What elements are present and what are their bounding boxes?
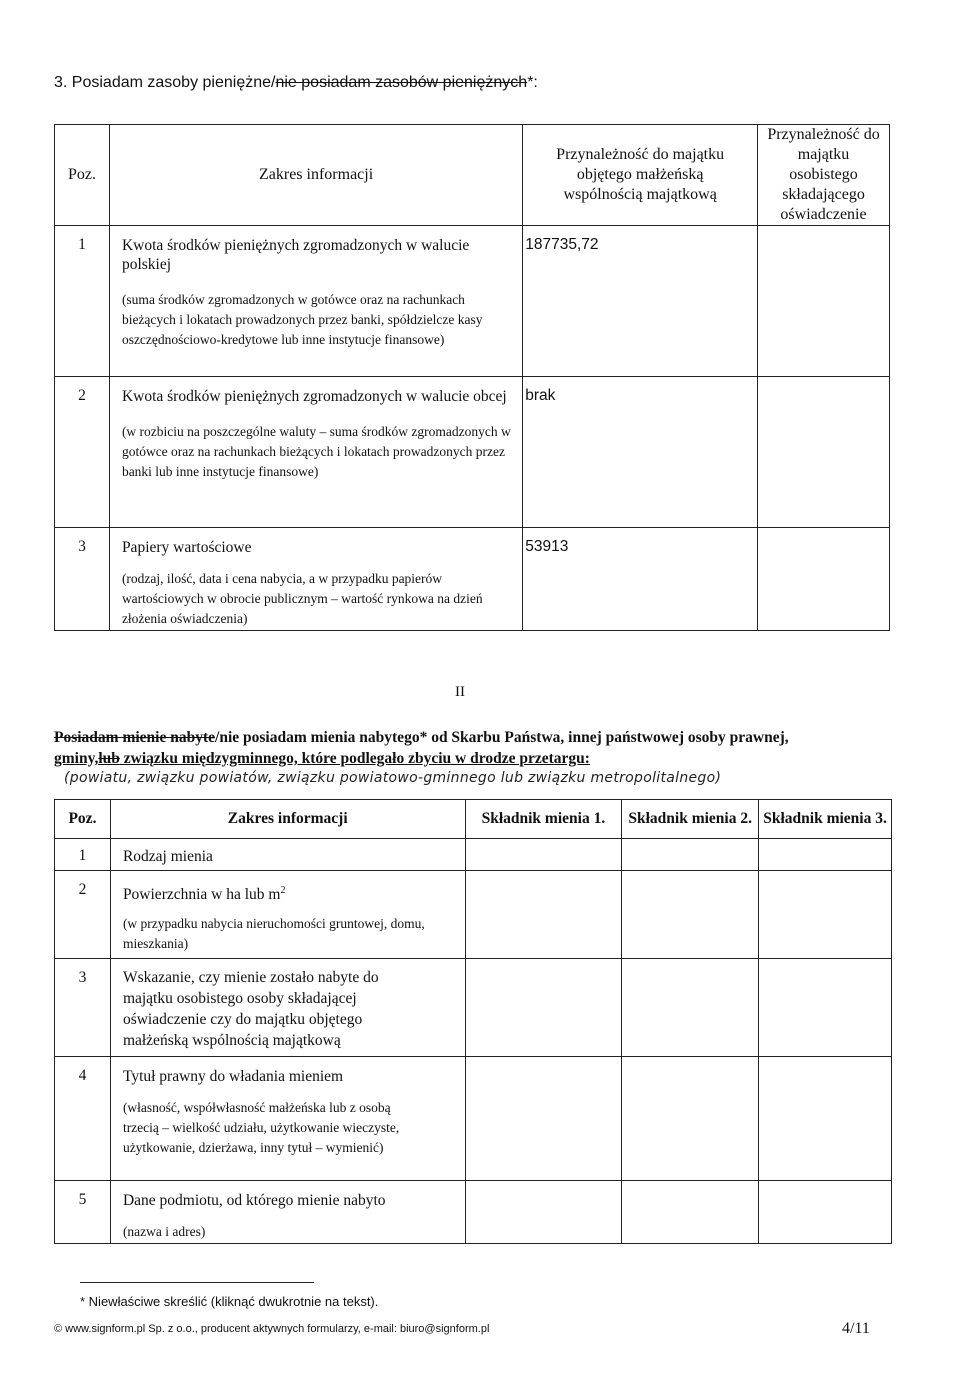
row-number: 5 xyxy=(55,1181,111,1244)
row-title: Wskazanie, czy mienie zostało nabyte do majątku osobistego osoby składającej oświadczenie czy do majątku objętego małżeńską wspólnością majątkową xyxy=(122,969,379,1049)
table-row xyxy=(55,1181,892,1244)
header-zakres: Zakres informacji xyxy=(110,800,465,839)
row-title: Kwota środków pieniężnych zgromadzonych w walucie obcej xyxy=(121,388,507,405)
row-description xyxy=(109,226,522,377)
item-3-cell[interactable] xyxy=(759,959,892,1057)
statement-line-1: /nie posiadam mienia nabytego* od Skarbu Państwa, innej państwowej osoby prawnej, xyxy=(215,729,789,746)
section-ii-heading: II xyxy=(455,684,465,700)
row-description xyxy=(110,839,465,871)
table-row xyxy=(55,959,892,1057)
row-note: (w przypadku nabycia nieruchomości gruntowej, domu, mieszkania) xyxy=(122,916,425,952)
row-number: 1 xyxy=(55,839,111,871)
table-row xyxy=(55,839,892,871)
personal-value-cell[interactable] xyxy=(758,226,890,377)
statement-line-2: gminy,lub związku międzygminnego, które podlegało zbyciu w drodze przetargu: xyxy=(54,750,590,767)
heading-prefix: 3. Posiadam zasoby pieniężne/ xyxy=(54,74,276,91)
item-2-cell[interactable] xyxy=(622,959,759,1057)
header-item-1: Składnik mienia 1. xyxy=(465,800,622,839)
header-personal: Przynależność do majątku osobistego składającego oświadczenie xyxy=(758,125,890,226)
heading-struck-option[interactable]: nie posiadam zasobów pieniężnych xyxy=(275,74,528,91)
header-poz: Poz. xyxy=(55,800,111,839)
table-row xyxy=(55,226,890,377)
row-description xyxy=(110,1181,465,1244)
handwritten-note: (powiatu, związku powiatów, związku powiatowo-gminnego lub związku metropolitalnego) xyxy=(64,770,722,786)
header-zakres: Zakres informacji xyxy=(109,125,522,226)
struck-option-lub[interactable]: lub xyxy=(98,750,120,767)
row-description xyxy=(110,871,465,959)
row-description xyxy=(109,528,522,631)
row-title: Powierzchnia w ha lub $m^2$ xyxy=(122,885,286,904)
row-number: 3 xyxy=(55,959,111,1057)
company-footer[interactable]: © www.signform.pl Sp. z o.o., producent aktywnych formularzy, e-mail: biuro@signform.pl xyxy=(54,1323,490,1335)
item-3-cell[interactable] xyxy=(759,839,892,871)
row-note: (nazwa i adres) xyxy=(122,1224,206,1239)
item-1-cell[interactable] xyxy=(465,871,622,959)
personal-value-cell[interactable] xyxy=(758,377,890,528)
row-title: Papiery wartościowe xyxy=(121,539,252,556)
page-number: 4/11 xyxy=(842,1320,870,1337)
footnote-divider xyxy=(80,1282,314,1283)
header-item-2: Składnik mienia 2. xyxy=(622,800,759,839)
row-title: Tytuł prawny do władania mieniem xyxy=(122,1068,344,1085)
section-3-heading xyxy=(54,74,538,92)
row-description xyxy=(110,959,465,1057)
section-ii-statement xyxy=(54,727,890,769)
row-note: (rodzaj, ilość, data i cena nabycia, a w przypadku papierów wartościowych w obrocie publicznym – wartość rynkowa na dzień złożenia oświadczenia) xyxy=(121,571,483,626)
table-row xyxy=(55,1057,892,1181)
table-row xyxy=(55,871,892,959)
row-title: Kwota środków pieniężnych zgromadzonych w walucie polskiej xyxy=(121,237,470,273)
item-2-cell[interactable] xyxy=(622,871,759,959)
row-note: (w rozbiciu na poszczególne waluty – suma środków zgromadzonych w gotówce oraz na rachunkach bieżących i lokatach prowadzonych przez banki lub inne instytucje finansowe) xyxy=(121,424,511,479)
row-description xyxy=(109,377,522,528)
joint-value-cell[interactable]: brak xyxy=(523,377,758,528)
joint-value-cell[interactable]: 187735,72 xyxy=(523,226,758,377)
item-2-cell[interactable] xyxy=(622,1057,759,1181)
item-2-cell[interactable] xyxy=(622,1181,759,1244)
acquired-property-table xyxy=(54,799,892,1244)
row-title: Rodzaj mienia xyxy=(122,848,213,865)
row-title: Dane podmiotu, od którego mienie nabyto xyxy=(122,1192,386,1209)
item-3-cell[interactable] xyxy=(759,1057,892,1181)
item-1-cell[interactable] xyxy=(465,1057,622,1181)
heading-suffix: *: xyxy=(527,74,538,91)
item-1-cell[interactable] xyxy=(465,839,622,871)
item-3-cell[interactable] xyxy=(759,1181,892,1244)
row-description xyxy=(110,1057,465,1181)
row-number: 3 xyxy=(55,528,110,631)
table-row xyxy=(55,528,890,631)
table-row xyxy=(55,377,890,528)
header-poz: Poz. xyxy=(55,125,110,226)
row-note: (suma środków zgromadzonych w gotówce oraz na rachunkach bieżących i lokatach prowadzonych przez banki, spółdzielcze kasy oszczędnościowo-kredytowe lub inne instytucje finansowe) xyxy=(121,292,483,347)
item-2-cell[interactable] xyxy=(622,839,759,871)
table-header-row xyxy=(55,125,890,226)
joint-value-cell[interactable]: 53913 xyxy=(523,528,758,631)
header-joint: Przynależność do majątku objętego małżeńską wspólnością majątkową xyxy=(523,125,758,226)
row-number: 2 xyxy=(55,377,110,528)
row-title-superscript: 2 xyxy=(280,885,286,896)
row-note: (własność, współwłasność małżeńska lub z osobą trzecią – wielkość udziału, użytkowanie wieczyste, użytkowanie, dzierżawa, inny tytuł – wymienić) xyxy=(122,1100,400,1155)
personal-value-cell[interactable] xyxy=(758,528,890,631)
item-1-cell[interactable] xyxy=(465,1181,622,1244)
struck-option-posiadam[interactable]: Posiadam mienie nabyte xyxy=(54,729,216,746)
item-3-cell[interactable] xyxy=(759,871,892,959)
row-number: 1 xyxy=(55,226,110,377)
cash-resources-table xyxy=(54,124,890,631)
table-header-row xyxy=(55,800,892,839)
row-number: 2 xyxy=(55,871,111,959)
footnote: * Niewłaściwe skreślić (kliknąć dwukrotnie na tekst). xyxy=(80,1294,379,1309)
header-item-3: Składnik mienia 3. xyxy=(759,800,892,839)
item-1-cell[interactable] xyxy=(465,959,622,1057)
row-number: 4 xyxy=(55,1057,111,1181)
